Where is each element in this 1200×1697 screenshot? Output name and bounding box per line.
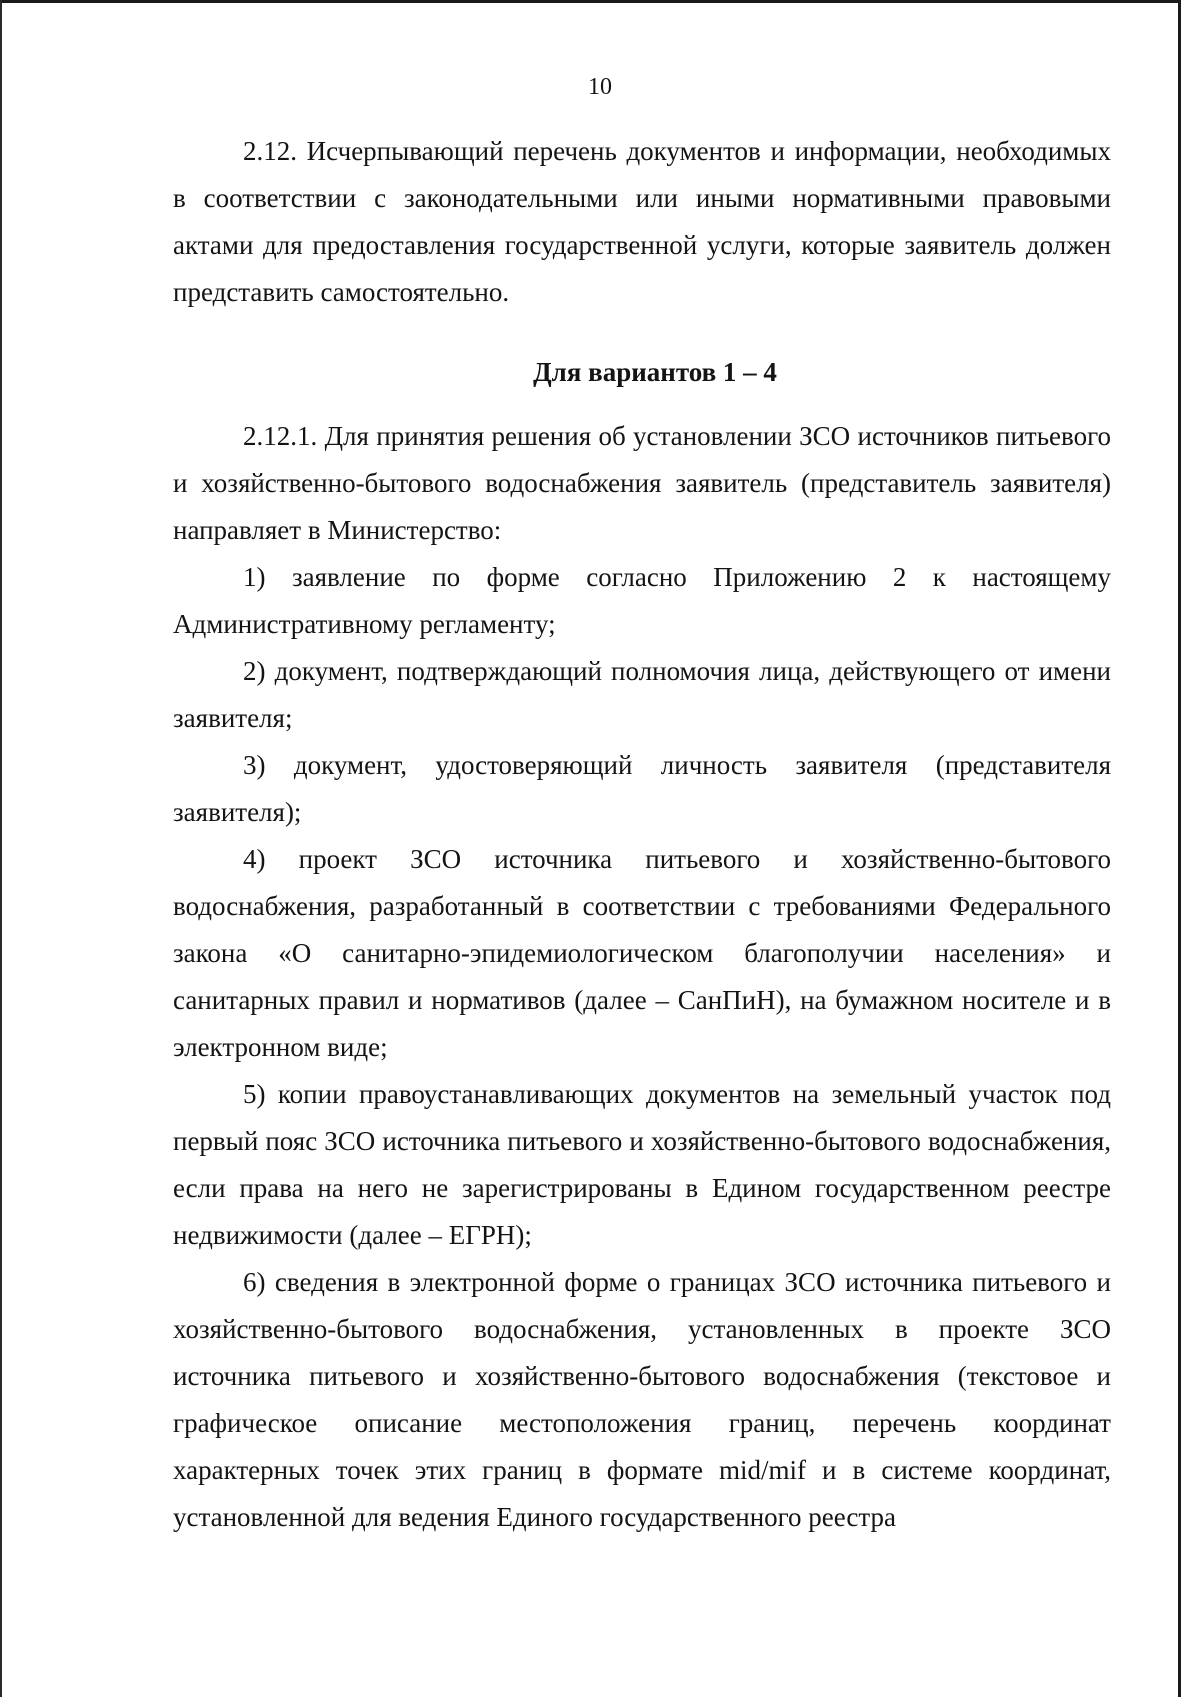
list-item-6: 6) сведения в электронной форме о границах ЗСО источника питьевого и хозяйственно-бытового водоснабжения, установленных в проекте ЗСО источника питьевого и хозяйственно-бытового водоснабжения (текстовое и графическое описание местоположения границ, перечень координат характерных точек этих границ в формате mid/mif и в системе координат, установленной для ведения Единого государственного реестра [173,1267,1111,1532]
scan-border-top [0,0,1178,3]
section-heading: Для вариантов 1 – 4 [533,357,777,387]
list-item-2: 2) документ, подтверждающий полномочия лица, действующего от имени заявителя; [173,656,1111,733]
document-body [173,128,1111,1541]
list-item-4: 4) проект ЗСО источника питьевого и хозяйственно-бытового водоснабжения, разработанный в соответствии с требованиями Федерального закона «О санитарно-эпидемиологическом благополучии населения» и санитарных правил и нормативов (далее – СанПиН), на бумажном носителе и в электронном виде; [173,844,1111,1062]
list-item-3: 3) документ, удостоверяющий личность заявителя (представителя заявителя); [173,750,1111,827]
scan-border-left [0,0,2,1697]
intro-paragraph: 2.12. Исчерпывающий перечень документов и информации, необходимых в соответствии с законодательными или иными нормативными правовыми актами для предоставления государственной услуги, которые заявитель должен представить самостоятельно. [173,136,1111,307]
list-item-5: 5) копии правоустанавливающих документов на земельный участок под первый пояс ЗСО источника питьевого и хозяйственно-бытового водоснабжения, если права на него не зарегистрированы в Едином государственном реестре недвижимости (далее – ЕГРН); [173,1079,1111,1250]
section-lead-paragraph: 2.12.1. Для принятия решения об установлении ЗСО источников питьевого и хозяйственно-бытового водоснабжения заявитель (представитель заявителя) направляет в Министерство: [173,421,1111,545]
list-item-1: 1) заявление по форме согласно Приложению 2 к настоящему Административному регламенту; [173,562,1111,639]
scan-border-right [1178,0,1181,1697]
page-number: 10 [588,74,612,100]
